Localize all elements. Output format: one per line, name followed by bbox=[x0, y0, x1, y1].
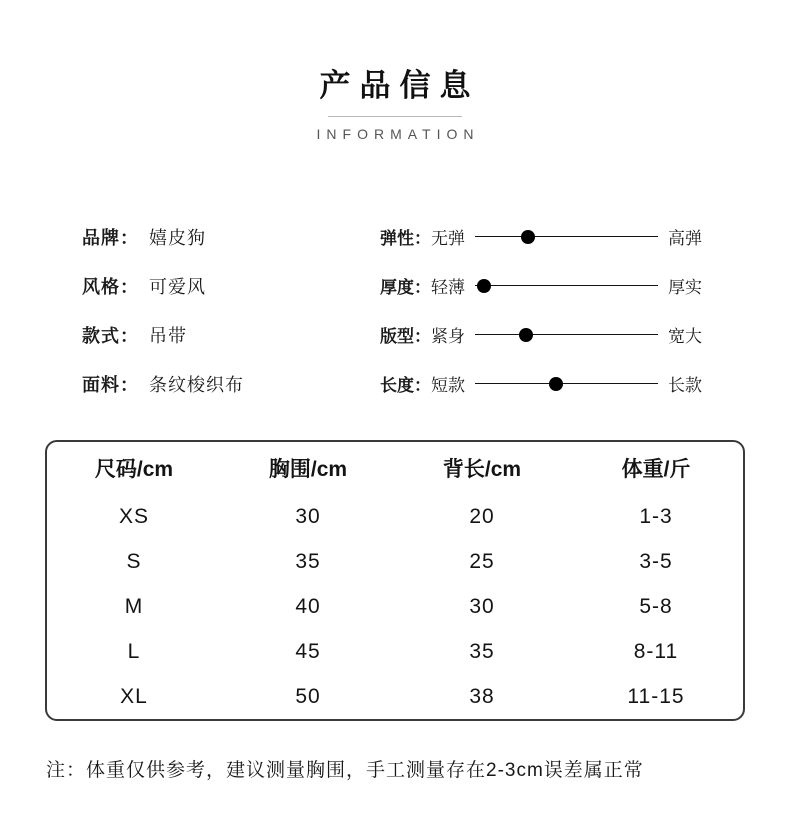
attribute-value: 嬉皮狗 bbox=[149, 227, 206, 248]
slider-label: 弹性： bbox=[380, 229, 431, 248]
size-table-cell: 30 bbox=[295, 504, 321, 528]
size-table-cell: 45 bbox=[295, 639, 321, 663]
attribute-label: 款式： bbox=[82, 325, 139, 346]
size-table-cell: 25 bbox=[469, 549, 495, 573]
size-table-cell: 20 bbox=[469, 504, 495, 528]
attribute-value: 可爱风 bbox=[149, 276, 206, 297]
size-table-header-row bbox=[47, 442, 743, 494]
slider-row bbox=[380, 261, 702, 310]
slider-track bbox=[475, 383, 658, 384]
size-table-cell: 5-8 bbox=[639, 594, 673, 618]
size-table-cell: L bbox=[127, 639, 141, 663]
table-row bbox=[47, 629, 743, 674]
size-table bbox=[45, 440, 745, 721]
size-table-cell: 8-11 bbox=[633, 639, 679, 663]
slider-track bbox=[475, 236, 658, 237]
table-row bbox=[47, 674, 743, 719]
title-divider bbox=[328, 116, 462, 117]
size-table-header: 背长/cm bbox=[442, 458, 522, 481]
slider-max-label: 厚实 bbox=[668, 278, 702, 297]
size-table-cell: 1-3 bbox=[639, 504, 673, 528]
attribute-row bbox=[82, 261, 342, 310]
page-title: 产品信息 bbox=[319, 68, 480, 103]
table-row bbox=[47, 584, 743, 629]
size-table-cell: XS bbox=[118, 504, 149, 528]
slider-max-label: 长款 bbox=[668, 376, 702, 395]
slider-max-label: 宽大 bbox=[668, 327, 702, 346]
slider-min-label: 短款 bbox=[431, 376, 465, 395]
size-table-cell: S bbox=[126, 549, 142, 573]
size-table-header: 胸围/cm bbox=[268, 458, 348, 481]
slider-track bbox=[475, 334, 658, 335]
size-table-section bbox=[45, 440, 745, 721]
slider-max-label: 高弹 bbox=[668, 229, 702, 248]
size-table-cell: 30 bbox=[469, 594, 495, 618]
slider-dot bbox=[477, 279, 491, 293]
note-text: 注：体重仅供参考，建议测量胸围，手工测量存在2-3cm误差属正常 bbox=[46, 760, 644, 781]
slider-dot bbox=[549, 377, 563, 391]
slider-label: 长度： bbox=[380, 376, 431, 395]
slider-row bbox=[380, 212, 702, 261]
size-table-cell: 11-15 bbox=[627, 684, 685, 708]
slider-list bbox=[380, 212, 702, 408]
slider-dot bbox=[519, 328, 533, 342]
size-table-header: 体重/斤 bbox=[621, 458, 691, 481]
slider-min-label: 轻薄 bbox=[431, 278, 465, 297]
attribute-label: 品牌： bbox=[82, 227, 139, 248]
attribute-label: 面料： bbox=[82, 374, 139, 395]
size-table-cell: M bbox=[124, 594, 144, 618]
slider-row bbox=[380, 359, 702, 408]
specs-section bbox=[82, 212, 702, 408]
size-table-cell: 50 bbox=[295, 684, 321, 708]
slider-min-label: 紧身 bbox=[431, 327, 465, 346]
attribute-value: 吊带 bbox=[149, 325, 187, 346]
table-row bbox=[47, 539, 743, 584]
size-table-cell: XL bbox=[120, 684, 148, 708]
size-table-cell: 40 bbox=[295, 594, 321, 618]
page-subtitle: INFORMATION bbox=[316, 126, 480, 142]
slider-label: 厚度： bbox=[380, 278, 431, 297]
slider-min-label: 无弹 bbox=[431, 229, 465, 248]
attribute-row bbox=[82, 212, 342, 261]
size-table-header: 尺码/cm bbox=[94, 458, 174, 481]
size-table-cell: 35 bbox=[469, 639, 495, 663]
slider-track bbox=[475, 285, 658, 286]
slider-row bbox=[380, 310, 702, 359]
attribute-row bbox=[82, 310, 342, 359]
size-table-cell: 38 bbox=[469, 684, 495, 708]
table-row bbox=[47, 494, 743, 539]
attribute-label: 风格： bbox=[82, 276, 139, 297]
size-table-cell: 3-5 bbox=[639, 549, 673, 573]
attribute-row bbox=[82, 359, 342, 408]
attribute-value: 条纹梭织布 bbox=[149, 374, 244, 395]
page-header bbox=[0, 0, 790, 142]
slider-dot bbox=[521, 230, 535, 244]
size-table-cell: 35 bbox=[295, 549, 321, 573]
slider-label: 版型： bbox=[380, 327, 431, 346]
attribute-list bbox=[82, 212, 342, 408]
